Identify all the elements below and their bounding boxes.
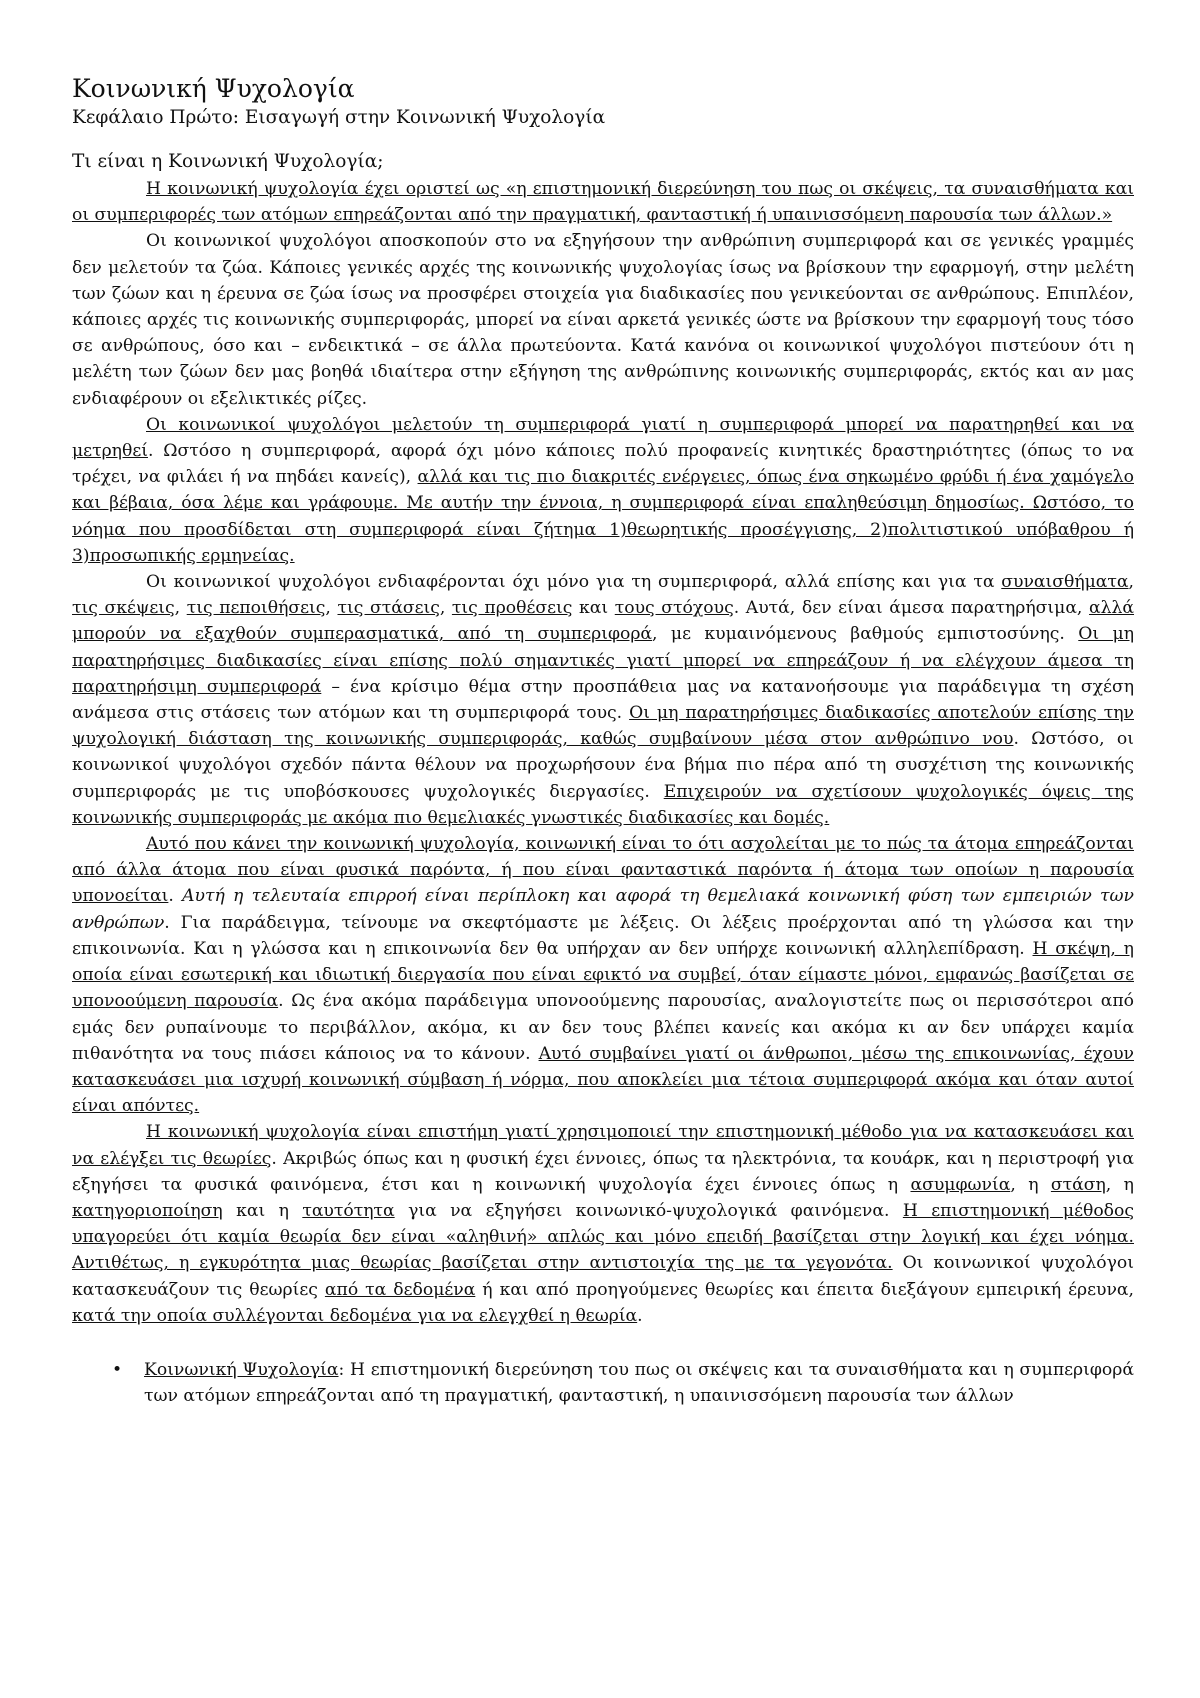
bullet-list	[72, 1357, 1134, 1409]
chapter-subtitle: Κεφάλαιο Πρώτο: Εισαγωγή στην Κοινωνική Ψυχολογία	[72, 107, 606, 128]
underlined-text: Η σκέψη, η οποία είναι εσωτερική και ιδιωτική διεργασία που είναι εφικτό να συμβεί, όταν είμαστε μόνοι, εμφανώς βασίζεται σε υπονοούμενη παρουσία	[72, 938, 1134, 1012]
text-run: . Ακριβώς όπως και η φυσική έχει έννοιες, όπως τα ηλεκτρόνια, τα κουάρκ, και η περιστροφή για εξηγήσει τα φυσικά φαινόμενα, έτσι και η κοινωνική ψυχολογία έχει έννοιες όπως η	[72, 1148, 1135, 1195]
italic-text: Αυτή η τελευταία επιρροή είναι περίπλοκη και αφορά τη θεμελιακά κοινωνική φύση των εμπειριών των ανθρώπων	[72, 886, 1134, 933]
text-run: – ένα κρίσιμο θέμα στην προσπάθεια μας να κατανοήσουμε για παράδειγμα τη σχέση ανάμεσα στις στάσεις των ατόμων και τη συμπεριφορά τους.	[72, 676, 1134, 724]
underlined-text: Επιχειρούν να σχετίσουν ψυχολογικές όψεις της κοινωνικής συμπεριφοράς με ακόμα πιο θεμελιακές γνωστικές διαδικασίες και δομές.	[72, 781, 1134, 828]
underlined-text: στάση	[1050, 1174, 1106, 1195]
underlined-text: συναισθήματα	[1001, 572, 1129, 593]
text-run: για να εξηγήσει κοινωνικό-ψυχολογικά φαινόμενα.	[394, 1200, 903, 1221]
text-run: ή και από προηγούμενες θεωρίες και έπειτα διεξάγουν εμπειρική έρευνα,	[475, 1279, 1134, 1300]
underlined-text: Οι κοινωνικοί ψυχολόγοι μελετούν τη συμπεριφορά γιατί η συμπεριφορά μπορεί να παρατηρηθεί και να μετρηθεί	[72, 414, 1134, 462]
underlined-text: Η κοινωνική ψυχολογία είναι επιστήμη γιατί χρησιμοποιεί την επιστημονική μέθοδο για να κατασκευάσει και να ελέγξει τις θεωρίες	[72, 1122, 1134, 1169]
underlined-text: αλλά και τις πιο διακριτές ενέργειες, όπως ένα σηκωμένο φρύδι ή ένα χαμόγελο και βέβαια, όσα λέμε και γράφουμε. Με αυτήν την έννοια, η συμπεριφορά είναι επαληθεύσιμη δημοσίως. Ωστόσο, το νόημα που προσδίδεται στη συμπεριφορά είναι ζήτημα 1)θεωρητικής προσέγγισης, 2)πολιτιστικού υπόβαθρου ή 3)προσωπικής ερμηνείας.	[72, 467, 1134, 566]
text-run: . Για παράδειγμα, τείνουμε να σκεφτόμαστε με λέξεις. Οι λέξεις προέρχονται από τη γλώσσα και την επικοινωνία. Και η γλώσσα και η επικοινωνία δεν θα υπήρχαν αν δεν υπήρχε κοινωνική αλληλεπίδραση.	[72, 912, 1134, 959]
underlined-text: Η επιστημονική μέθοδος υπαγορεύει ότι καμία θεωρία δεν είναι «αληθινή» απλώς και μόνο επειδή βασίζεται στην λογική και έχει νόημα. Αντιθέτως, η εγκυρότητα μιας θεωρίας βασίζεται στην αντιστοιχία της με τα γεγονότα.	[72, 1200, 1134, 1274]
text-run: , η	[1105, 1174, 1134, 1195]
text-run: Οι κοινωνικοί ψυχολόγοι κατασκευάζουν τις θεωρίες	[72, 1253, 1134, 1300]
underlined-text: κατά την οποία συλλέγονται δεδομένα για να ελεγχθεί η θεωρία	[72, 1305, 638, 1326]
text-run: . Ωστόσο, οι κοινωνικοί ψυχολόγοι σχεδόν πάντα θέλουν να προχωρήσουν ένα βήμα πιο πέρα από τη συσχέτιση της κοινωνικής συμπεριφοράς με τις υποβόσκουσες ψυχολογικές διεργασίες.	[72, 729, 1134, 802]
underlined-text: τους στόχους	[614, 598, 734, 619]
body-paragraph	[72, 228, 1134, 411]
body-paragraph	[72, 176, 1134, 228]
text-run: Οι κοινωνικοί ψυχολόγοι αποσκοπούν στο να εξηγήσουν την ανθρώπινη συμπεριφορά και σε γενικές γραμμές δεν μελετούν τα ζώα. Κάποιες γενικές αρχές της κοινωνικής ψυχολογίας ίσως να βρίσκουν την εφαρμογή, στην μελέτη των ζώων και η έρευνα σε ζώα ίσως να προσφέρει στοιχεία για διαδικασίες που γενικεύονται σε ανθρώπους. Επιπλέον, κάποιες αρχές τις κοινωνικής συμπεριφοράς, μπορεί να είναι αρκετά γενικές ώστε να βρίσκουν την εφαρμογή τους τόσο σε ανθρώπους, όσο και – ενδεικτικά – σε άλλα πρωτεύοντα. Κατά κανόνα οι κοινωνικοί ψυχολόγοι πιστεύουν ότι η μελέτη των ζώων δεν μας βοηθά ιδιαίτερα στην εξήγηση της ανθρώπινης κοινωνικής συμπεριφοράς, εκτός και αν μας ενδιαφέρουν οι εξελικτικές ρίζες.	[72, 231, 1134, 409]
bullet-dot-icon: •	[112, 1359, 123, 1380]
underlined-text: Αυτό συμβαίνει γιατί οι άνθρωποι, μέσω της επικοινωνίας, έχουν κατασκευάσει μια ισχυρή κοινωνική σύμβαση ή νόρμα, που αποκλείει μια τέτοια συμπεριφορά ακόμα και όταν αυτοί είναι απόντες.	[72, 1043, 1135, 1117]
underlined-text: Οι μη παρατηρήσιμες διαδικασίες είναι επίσης πολύ σημαντικές γιατί μπορεί να επηρεάζουν ή να ελέγχουν άμεσα τη παρατηρήσιμη συμπεριφορά	[72, 624, 1134, 697]
text-run: .	[637, 1305, 643, 1326]
text-run: και η	[222, 1200, 303, 1221]
underlined-text: κατηγοριοποίηση	[72, 1200, 223, 1221]
text-run: Οι κοινωνικοί ψυχολόγοι ενδιαφέρονται όχι μόνο για τη συμπεριφορά, αλλά επίσης και για τα	[146, 572, 1002, 593]
text-run: . Αυτά, δεν είναι άμεσα παρατηρήσιμα,	[733, 598, 1090, 619]
underlined-text: αλλά μπορούν να εξαχθούν συμπερασματικά, από τη συμπεριφορά	[72, 598, 1135, 645]
document-title: Κοινωνική Ψυχολογία	[72, 74, 355, 103]
underlined-text: τις πεποιθήσεις	[186, 598, 326, 619]
underlined-text: Κοινωνική Ψυχολογία	[144, 1359, 339, 1380]
section-heading: Τι είναι η Κοινωνική Ψυχολογία;	[72, 151, 384, 172]
text-run: . Ως ένα ακόμα παράδειγμα υπονοούμενης παρουσίας, αναλογιστείτε πως οι περισσότεροι από εμάς δεν ρυπαίνουμε το περιβάλλον, ακόμα, κι αν δεν τους βλέπει κανείς και ακόμα κι αν δεν υπάρχει καμία πιθανότητα να τους πιάσει κάποιος να το κάνουν.	[72, 991, 1134, 1064]
bullet-item	[72, 1357, 1134, 1409]
document-body	[72, 176, 1134, 1409]
body-paragraph	[72, 1119, 1134, 1329]
text-run: ,	[1128, 572, 1134, 593]
text-run: , με κυμαινόμενους βαθμούς εμπιστοσύνης.	[652, 624, 1079, 645]
text-run: .	[168, 886, 183, 907]
underlined-text: τις σκέψεις	[72, 598, 175, 619]
text-run: ,	[325, 598, 338, 619]
text-run: , η	[1010, 1174, 1051, 1195]
body-paragraph	[72, 569, 1134, 831]
underlined-text: Η κοινωνική ψυχολογία έχει οριστεί ως «η επιστημονική διερεύνηση του πως οι σκέψεις, τα συναισθήματα και οι συμπεριφορές των ατόμων επηρεάζονται από την πραγματική, φανταστική ή υπαινισσόμενη παρουσία των άλλων.»	[72, 179, 1134, 226]
text-run: ,	[174, 598, 187, 619]
underlined-text: τις στάσεις	[337, 598, 440, 619]
underlined-text: τις προθέσεις	[451, 598, 573, 619]
bullet-text	[144, 1360, 1134, 1406]
paragraph-list	[72, 176, 1134, 1329]
body-paragraph	[72, 831, 1134, 1119]
underlined-text: Αυτό που κάνει την κοινωνική ψυχολογία, κοινωνική είναι το ότι ασχολείται με το πώς τα άτομα επηρεάζονται από άλλα άτομα που είναι φυσικά παρόντα, ή που είναι φανταστικά παρόντα ή άτομα των οποίων η παρουσία υπονοείται	[72, 834, 1134, 907]
underlined-text: από τα δεδομένα	[324, 1279, 476, 1300]
text-run: . Ωστόσο η συμπεριφορά, αφορά όχι μόνο κάποιες πολύ προφανείς κινητικές δραστηριότητες (όπως το να τρέχει, να φιλάει ή να πηδάει κανείς),	[72, 441, 1134, 488]
text-run: : Η επιστημονική διερεύνηση του πως οι σκέψεις και τα συναισθήματα και η συμπεριφορά των ατόμων επηρεάζονται από τη πραγματική, φανταστική, η υπαινισσόμενη παρουσία των άλλων	[144, 1359, 1134, 1407]
underlined-text: ασυμφωνία	[910, 1174, 1011, 1195]
underlined-text: ταυτότητα	[302, 1200, 395, 1221]
body-paragraph	[72, 412, 1134, 569]
text-run: και	[572, 598, 615, 619]
text-run: ,	[439, 598, 452, 619]
underlined-text: Οι μη παρατηρήσιμες διαδικασίες αποτελούν επίσης την ψυχολογική διάσταση της κοινωνικής συμπεριφοράς, καθώς συμβαίνουν μέσα στον ανθρώπινο νου	[72, 703, 1134, 750]
